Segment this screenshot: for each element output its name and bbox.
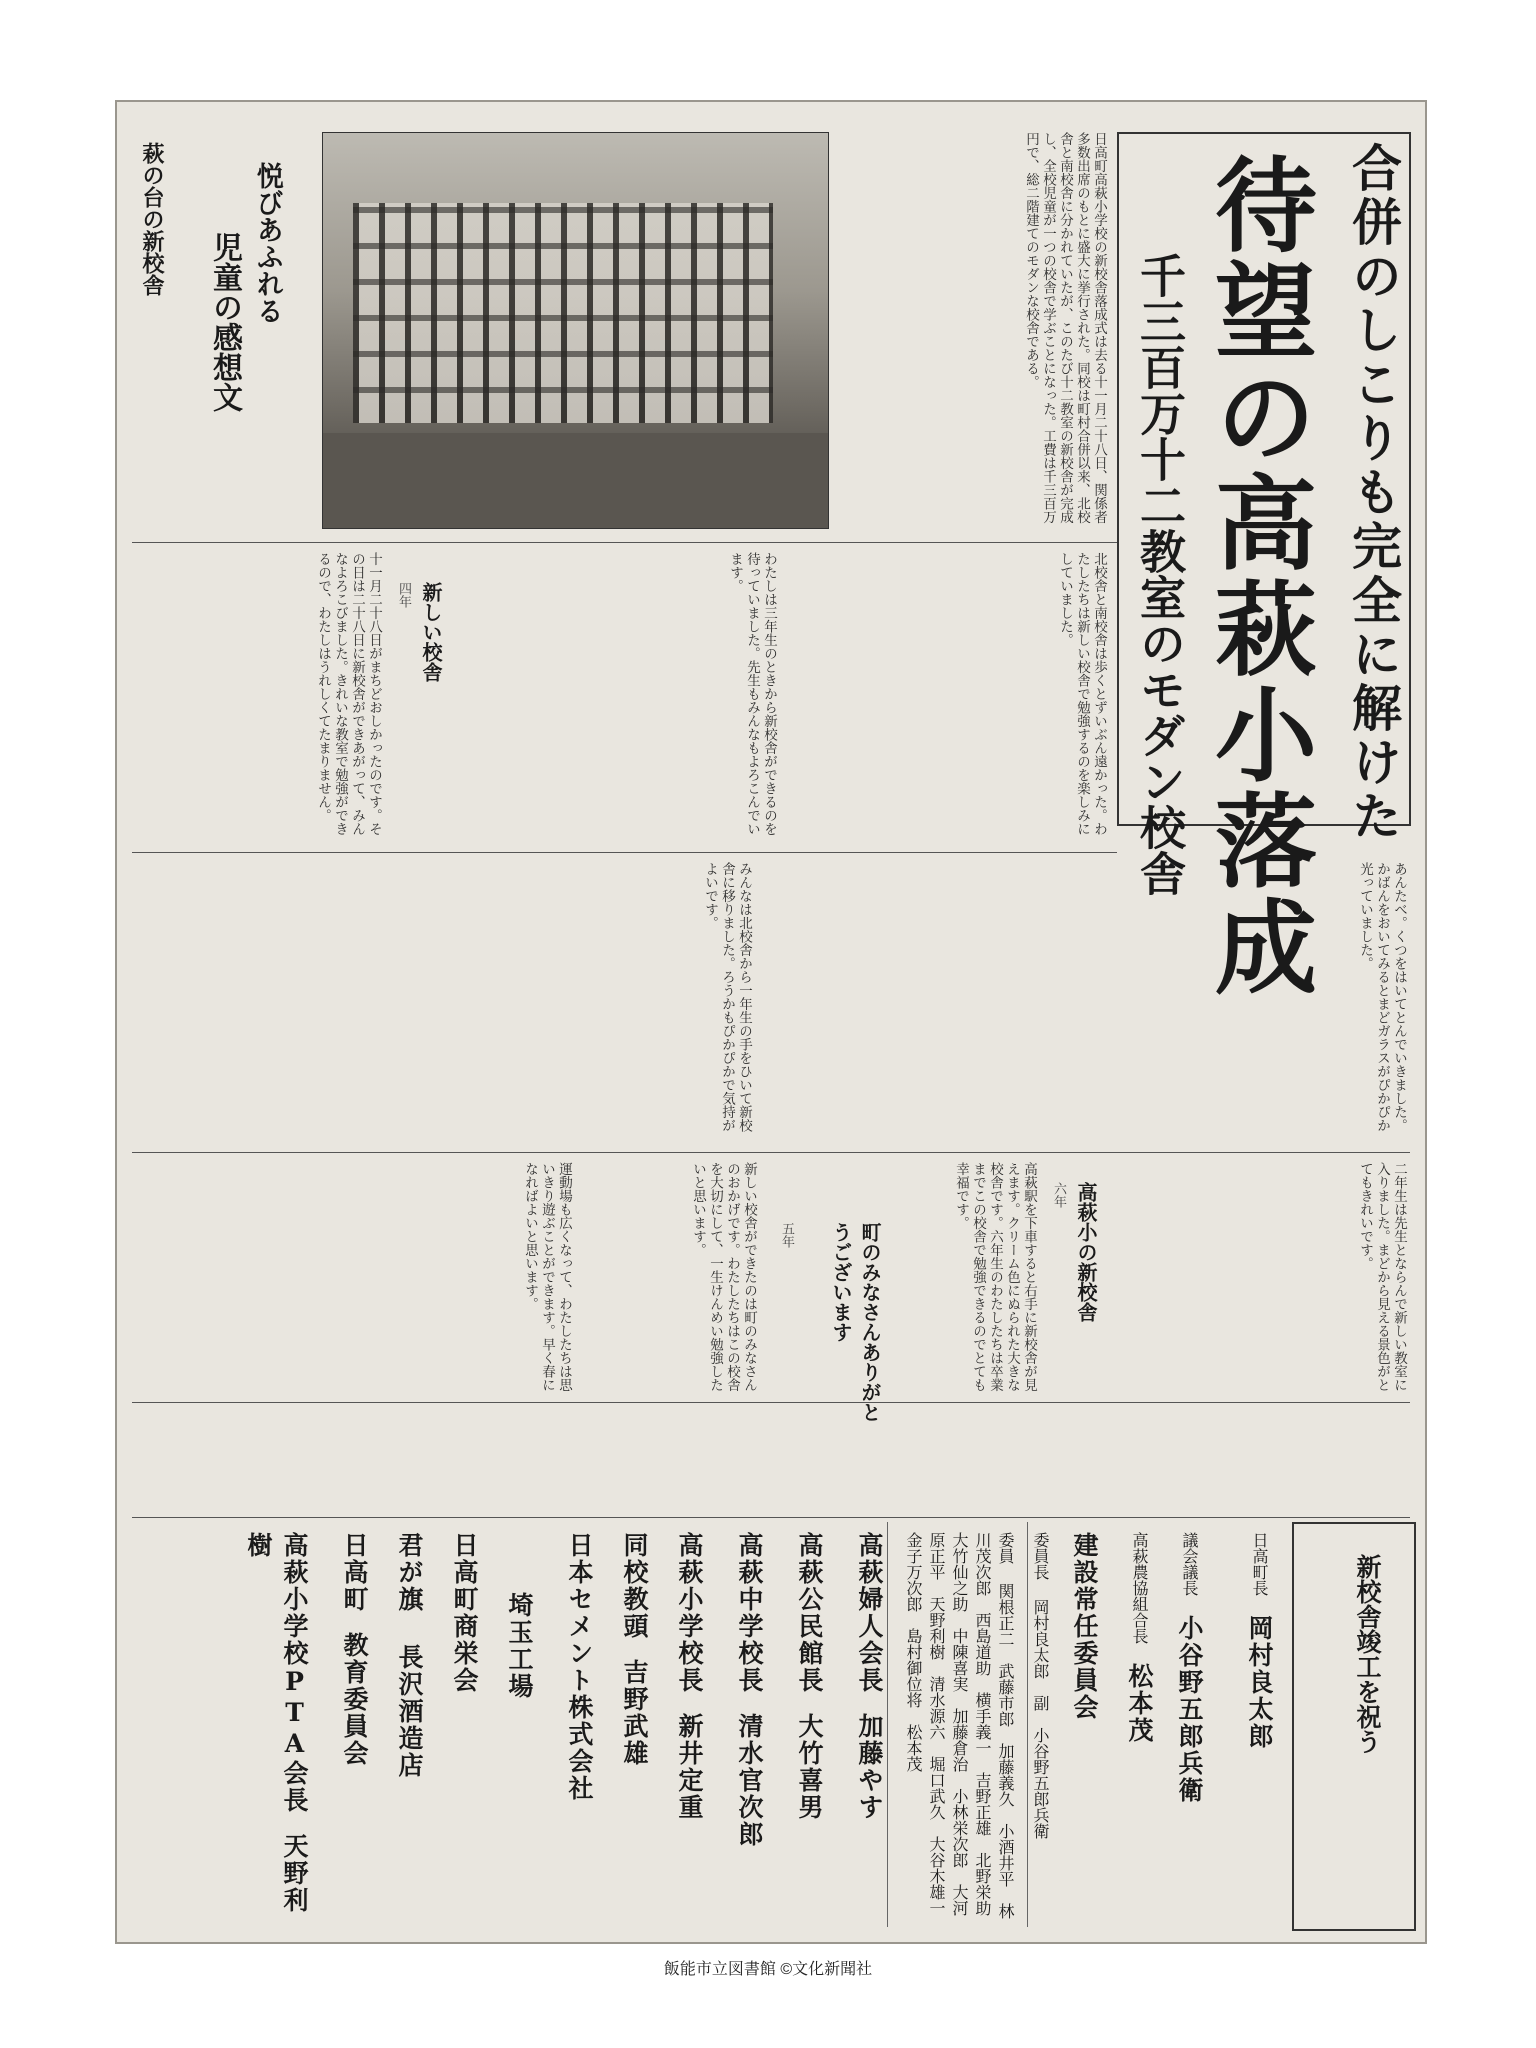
column-text: あんたべ。くつをはいてとんでいきました。かばんをおいてみるとまどガラスがぴかぴか光っていました。 xyxy=(1357,862,1407,1132)
ad-column xyxy=(1102,1532,1157,1927)
ad-role: 高萩小学校PTA会長 xyxy=(280,1532,309,1814)
ad-name: 日本セメント株式会社 xyxy=(565,1532,594,1802)
ad-column xyxy=(652,1532,707,1927)
ad-column xyxy=(707,1532,767,1927)
ad-name: 埼玉工場 xyxy=(505,1592,534,1700)
ad-role: 高萩農協組合長 xyxy=(1130,1532,1149,1644)
congratulations-box xyxy=(1292,1522,1416,1931)
photo-caption: 萩の台の新校舎 xyxy=(139,142,165,296)
ad-column xyxy=(767,1532,827,1927)
ad-name: 君が旗 長沢酒造店 xyxy=(395,1532,424,1779)
essay-heading: 町のみなさんありがとうございます xyxy=(829,1222,882,1422)
ad-role: 高萩公民館長 xyxy=(795,1532,824,1694)
ad-name: 天野利樹 xyxy=(244,1532,309,1914)
ad-column xyxy=(1207,1532,1277,1927)
essay-section-title: 悦びあふれる xyxy=(251,162,283,324)
footer-credit: 飯能市立図書館 ©文化新聞社 xyxy=(663,1961,873,1978)
ad-name: 加藤やす xyxy=(855,1713,884,1821)
headline-sub: 千三百万十二教室のモダン校舎 xyxy=(1133,252,1187,896)
ad-column xyxy=(537,1532,597,1927)
column-text: みんなは北校舎から一年生の手をひいて新校舎に移りました。ろうかもぴかぴかで気持がよいです。 xyxy=(702,862,752,1132)
essay-text: 高萩駅を下車すると右手に新校舎が見えます。クリーム色にぬられた大きな校舎です。六年生のわたしたちは卒業までこの校舎で勉強できるのでとても幸福です。 xyxy=(953,1162,1037,1392)
school-building-photo xyxy=(322,132,829,529)
band-rule xyxy=(132,542,1117,543)
ad-name: 吉野武雄 xyxy=(620,1659,649,1767)
ad-column xyxy=(1157,1532,1207,1927)
headline-kicker: 合併のしこりも完全に解けた xyxy=(1344,142,1403,844)
ad-name: 清水官次郎 xyxy=(735,1713,764,1848)
essay-heading: 高萩小の新校舎 xyxy=(1074,1182,1098,1322)
essay-text: 十一月二十八日がまちどおしかったのです。その日は二十八日に新校舎ができあがって、みんなよろこびました。きれいな教室で勉強ができるので、わたしはうれしくてたまりません。 xyxy=(315,552,382,836)
essay-author: 五年 xyxy=(779,1222,794,1248)
ad-role: 日高町 xyxy=(340,1532,369,1613)
band-rule xyxy=(132,1517,1410,1518)
ad-column xyxy=(427,1532,482,1927)
ad-name: 教育委員会 xyxy=(340,1632,369,1767)
ground xyxy=(323,433,828,528)
column-rule xyxy=(887,1522,888,1927)
column-text: 二年生は先生とならんで新しい教室に入りました。まどから見える景色がとてもきれいです。 xyxy=(1357,1162,1407,1392)
ad-role: 議会議長 xyxy=(1180,1532,1199,1596)
ad-column xyxy=(217,1532,312,1927)
ad-role: 同校教頭 xyxy=(620,1532,649,1640)
essay-author: 四年 xyxy=(396,582,411,608)
ad-role: 高萩婦人会長 xyxy=(855,1532,884,1694)
essay-block xyxy=(132,552,462,842)
essay-section-subtitle: 児童の感想文 xyxy=(207,232,242,412)
newspaper-page xyxy=(115,100,1427,1944)
building-floors xyxy=(353,203,773,423)
ad-role: 委員 xyxy=(996,1532,1015,1564)
headline-main: 待望の高萩小落成 xyxy=(1198,152,1318,1000)
ad-name: 岡村良太郎 副 小谷野五郎兵衛 xyxy=(1031,1599,1050,1839)
ad-role: 高萩小学校長 xyxy=(675,1532,704,1694)
ad-column xyxy=(827,1532,887,1927)
ad-role: 高萩中学校長 xyxy=(735,1532,764,1694)
ad-column xyxy=(597,1532,652,1927)
ad-column xyxy=(317,1532,372,1927)
ad-column xyxy=(892,1532,1017,1932)
column-text: わたしは三年生のときから新校舎ができるのを待っていました。先生もみんなもよろこんでいます。 xyxy=(727,552,777,836)
ad-column xyxy=(1052,1532,1102,1927)
band-rule xyxy=(132,852,1117,853)
ad-role: 日高町長 xyxy=(1250,1532,1269,1596)
essay-heading: 新しい校舎 xyxy=(419,582,443,682)
ad-role: 委員長 xyxy=(1031,1532,1050,1580)
ad-name: 小谷野五郎兵衛 xyxy=(1175,1615,1204,1804)
essay-text: 新しい校舎ができたのは町のみなさんのおかげです。わたしたちはこの校舎を大切にして、一生けんめい勉強したいと思います。 xyxy=(690,1162,757,1392)
band-rule xyxy=(132,1152,1410,1153)
ad-name: 松本茂 xyxy=(1125,1663,1154,1744)
lead-article: 日高町高萩小学校の新校舎落成式は去る十一月二十八日、関係者多数出席のもとに盛大に挙行された。同校は町村合併以来、北校舎と南校舎に分かれていたが、このたび十二教室の新校舎が完成し、全校児童が一つの校舎で学ぶことになった。工費は千三百万円で、総二階建てのモダンな校舎である。 xyxy=(1023,132,1107,524)
ad-name: 岡村良太郎 xyxy=(1245,1615,1274,1750)
column-text: 運動場も広くなって、わたしたちは思いきり遊ぶことができます。早く春になればよいと思います。 xyxy=(522,1162,572,1392)
ad-column xyxy=(372,1532,427,1927)
essay-author: 六年 xyxy=(1051,1182,1066,1208)
essay-block xyxy=(587,1162,882,1512)
ad-name: 日高町商栄会 xyxy=(450,1532,479,1694)
ad-column xyxy=(482,1532,537,1987)
essay-block xyxy=(887,1162,1107,1392)
column-rule xyxy=(1027,1522,1028,1927)
ad-name: 大竹喜男 xyxy=(795,1713,824,1821)
ad-name: 関根正二 武藤市郎 加藤義久 小酒井平 林川茂次郎 西島道助 横手義一 吉野正雄 北野栄助 大竹仙之助 中陳喜実 加藤倉治 小林栄次郎 大河原正平 天野利樹 清水源六 堀口武久 大谷木雄一 金子万次郎 島村御位将 松本茂 xyxy=(904,1532,1015,1932)
ad-name: 建設常任委員会 xyxy=(1070,1532,1099,1721)
column-text: 北校舎と南校舎は歩くとずいぶん遠かった。わたしたちは新しい校舎で勉強するのを楽しみにしていました。 xyxy=(1057,552,1107,836)
congratulations-title: 新校舎竣工を祝う xyxy=(1353,1554,1382,1754)
ad-name: 新井定重 xyxy=(675,1713,704,1821)
